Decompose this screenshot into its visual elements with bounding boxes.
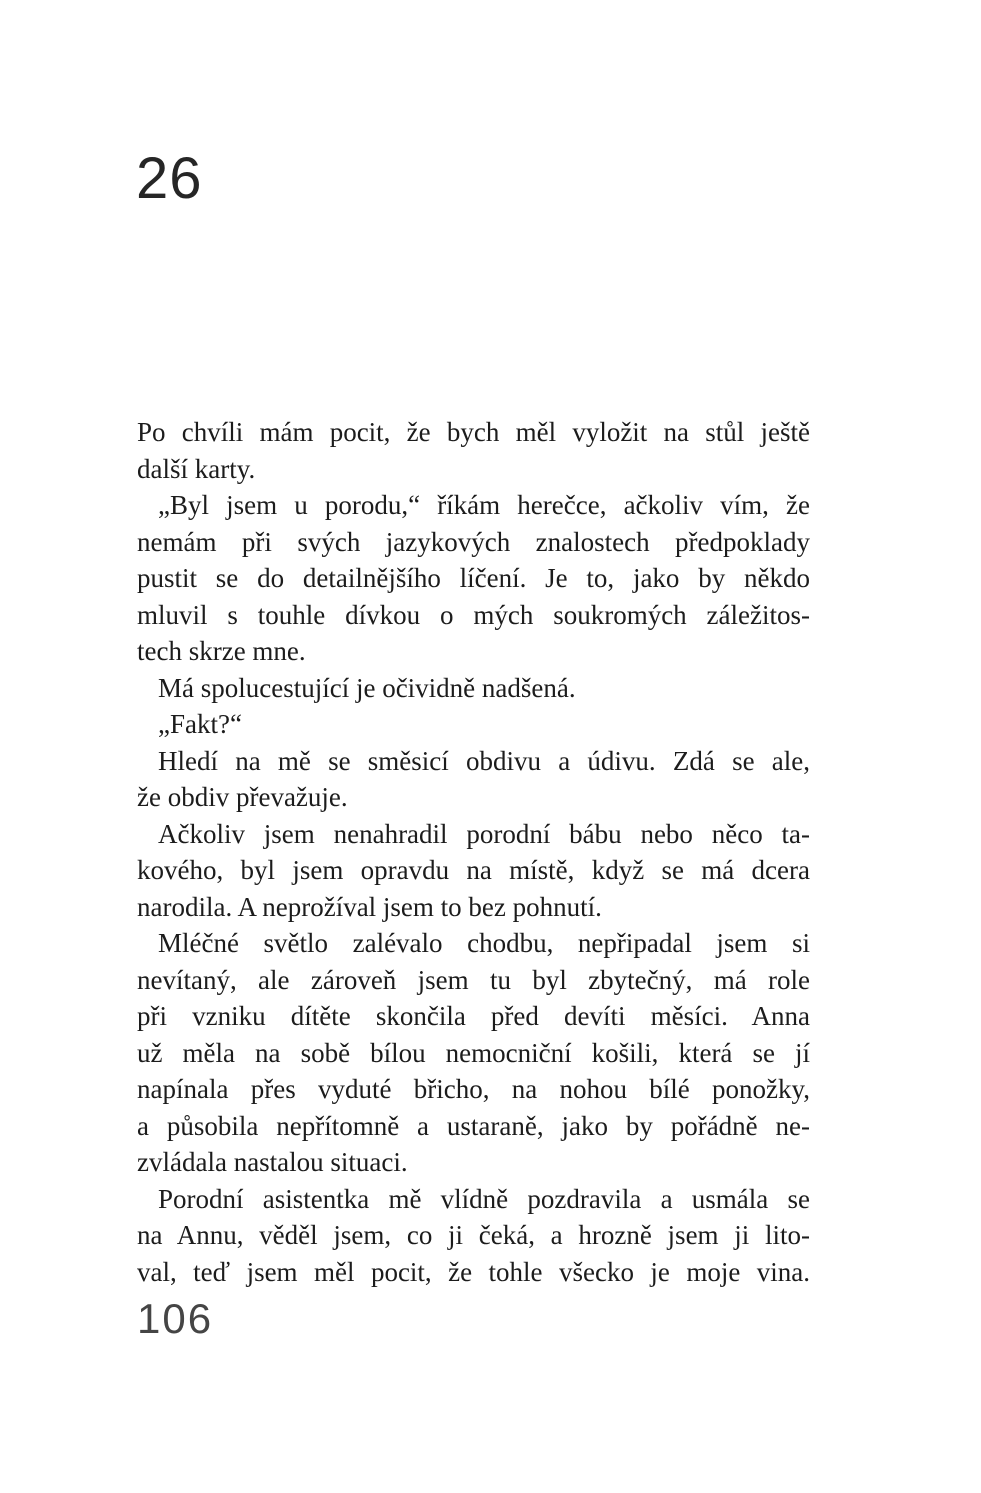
text-line: nevítaný, ale zároveň jsem tu byl zbytečný, má role (137, 964, 810, 995)
text-line: Porodní asistentka mě vlídně pozdravila a usmála se (158, 1183, 810, 1214)
text-line: pustit se do detailnějšího líčení. Je to, jako by někdo (137, 563, 810, 593)
text-line: val, teď jsem měl pocit, že tohle všecko je moje vina. (137, 1256, 810, 1287)
text-line: zvládala nastalou situaci. (137, 1147, 408, 1177)
text-line: Mléčné světlo zalévalo chodbu, nepřipadal jsem si (158, 928, 810, 958)
chapter-number: 26 (136, 146, 203, 211)
text-line: kového, byl jsem opravdu na místě, když se má dcera (137, 855, 810, 885)
text-line: Po chvíli mám pocit, že bych měl vyložit na stůl ještě (137, 417, 810, 447)
text-line: Hledí na mě se směsicí obdivu a údivu. Zdá se ale, (158, 745, 810, 776)
text-line: už měla na sobě bílou nemocniční košili, která se jí (137, 1037, 810, 1068)
text-line: Má spolucestující je očividně nadšená. (158, 672, 576, 703)
page-number: 106 (137, 1295, 214, 1342)
text-line: Ačkoliv jsem nenahradil porodní bábu nebo něco ta- (158, 818, 810, 849)
text-line: napínala přes vyduté břicho, na nohou bílé ponožky, (137, 1074, 810, 1104)
text-line: tech skrze mne. (137, 636, 306, 666)
text-line: mluvil s touhle dívkou o mých soukromých záležitos- (137, 599, 810, 630)
text-line: že obdiv převažuje. (137, 782, 348, 812)
text-line: další karty. (137, 453, 256, 484)
text-line: narodila. A neprožíval jsem to bez pohnutí. (137, 891, 602, 922)
text-line: při vzniku dítěte skončila před devíti měsíci. Anna (137, 1001, 810, 1031)
text-line: na Annu, věděl jsem, co ji čeká, a hrozně jsem ji lito- (137, 1220, 810, 1250)
text-line: nemám při svých jazykových znalostech předpoklady (137, 526, 810, 557)
text-line: „Byl jsem u porodu,“ říkám herečce, ačkoliv vím, že (158, 490, 810, 520)
body-text (137, 414, 810, 1290)
text-line: „Fakt?“ (158, 709, 242, 739)
text-line: a působila nepřítomně a ustaraně, jako by pořádně ne- (137, 1110, 810, 1141)
